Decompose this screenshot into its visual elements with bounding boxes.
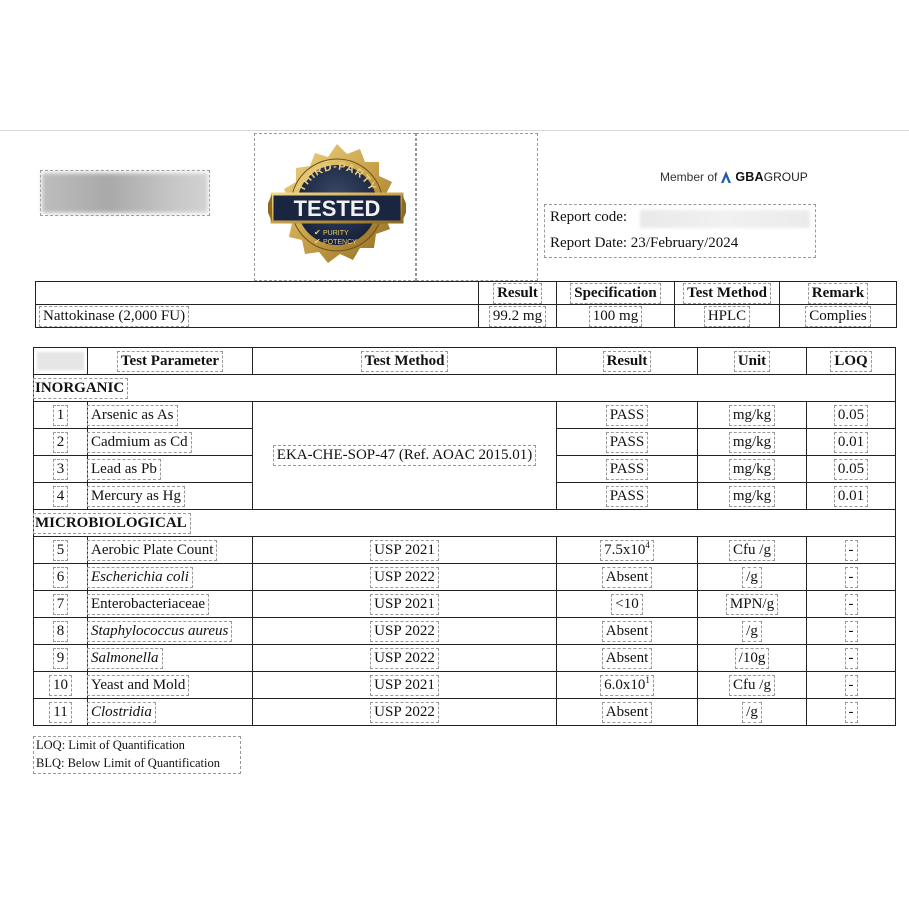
table-row (34, 618, 896, 645)
third-party-tested-badge (268, 142, 406, 272)
row-param: Clostridia (88, 703, 155, 722)
group-text: GROUP (763, 170, 808, 184)
row-loq: - (846, 568, 857, 587)
check-icon: ✔ (314, 228, 321, 237)
report-code-redacted (640, 210, 810, 228)
row-param: Lead as Pb (88, 460, 160, 479)
table-row (34, 699, 896, 726)
row-unit: mg/kg (730, 487, 774, 506)
row-no: 10 (50, 676, 71, 695)
row-method: USP 2021 (371, 676, 438, 695)
row-param: Salmonella (88, 649, 162, 668)
row-result: PASS (607, 433, 647, 452)
row-method: USP 2021 (371, 595, 438, 614)
row-unit: MPN/g (727, 595, 777, 614)
footnotes (33, 736, 241, 774)
row-method: USP 2022 (371, 568, 438, 587)
row-no: 1 (54, 406, 68, 425)
badge-main-text: TESTED (293, 196, 381, 221)
row-loq: 0.01 (835, 433, 867, 452)
row-param: Mercury as Hg (88, 487, 184, 506)
summary-header-row (36, 282, 897, 305)
row-no: 8 (54, 622, 68, 641)
table-row (34, 591, 896, 618)
col-specification: Specification (571, 284, 660, 303)
row-result: <10 (612, 595, 641, 614)
badge-top-text: THIRD-PARTY (295, 160, 379, 194)
note-loq: LOQ: Limit of Quantification (36, 738, 185, 752)
hdr-loq: LOQ (831, 352, 870, 371)
row-unit: /g (743, 703, 761, 722)
section-title-inorganic: INORGANIC (34, 379, 127, 398)
hdr-unit: Unit (735, 352, 769, 371)
check-icon: ✔ (314, 237, 321, 246)
summary-table (35, 281, 897, 328)
table-row (34, 537, 896, 564)
row-result: Absent (603, 622, 652, 641)
row-result: Absent (603, 568, 652, 587)
row-loq: - (846, 649, 857, 668)
col-test-method: Test Method (684, 284, 770, 303)
row-no: 7 (54, 595, 68, 614)
row-no: 9 (54, 649, 68, 668)
member-prefix: Member of (660, 170, 718, 184)
product-result: 99.2 mg (490, 307, 545, 326)
row-unit: /g (743, 622, 761, 641)
report-code-label: Report code: (550, 209, 628, 225)
badge-line2: POTENCY (323, 239, 357, 246)
row-no: 2 (54, 433, 68, 452)
section-inorganic (34, 375, 896, 402)
row-unit: /10g (736, 649, 769, 668)
badge-frame-right (416, 133, 538, 281)
hdr-result: Result (604, 352, 651, 371)
summary-row (36, 305, 897, 328)
row-unit: mg/kg (730, 406, 774, 425)
row-result: $7.5x10^4$ (601, 541, 653, 560)
product-method: HPLC (705, 307, 749, 326)
row-result: PASS (607, 487, 647, 506)
note-blq: BLQ: Below Limit of Quantification (36, 756, 220, 770)
product-spec: 100 mg (590, 307, 641, 326)
redacted-logo (42, 173, 208, 213)
gba-text: GBA (735, 170, 764, 184)
report-info-box (544, 204, 816, 258)
product-name: Nattokinase (2,000 FU) (40, 307, 188, 326)
hdr-test-parameter: Test Parameter (118, 352, 222, 371)
row-param: Escherichia coli (88, 568, 192, 587)
row-result: PASS (607, 460, 647, 479)
row-loq: - (846, 541, 857, 560)
row-method: USP 2022 (371, 622, 438, 641)
col-result: Result (494, 284, 541, 303)
row-no: 6 (54, 568, 68, 587)
section-microbiological (34, 510, 896, 537)
row-method: USP 2021 (371, 541, 438, 560)
row-unit: /g (743, 568, 761, 587)
row-method: USP 2022 (371, 649, 438, 668)
row-param: Yeast and Mold (88, 676, 188, 695)
row-loq: - (846, 595, 857, 614)
badge-line1: PURITY (323, 230, 349, 237)
row-unit: Cfu /g (730, 541, 774, 560)
row-param: Staphylococcus aureus (88, 622, 231, 641)
row-result: PASS (607, 406, 647, 425)
row-loq: - (846, 676, 857, 695)
hdr-test-method: Test Method (362, 352, 448, 371)
row-unit: mg/kg (730, 433, 774, 452)
row-result: Absent (603, 649, 652, 668)
row-no: 5 (54, 541, 68, 560)
top-divider (0, 130, 909, 131)
test-results-table (33, 347, 896, 726)
col-remark: Remark (809, 284, 868, 303)
member-of-gba-group (660, 170, 808, 184)
row-unit: mg/kg (730, 460, 774, 479)
row-no: 3 (54, 460, 68, 479)
section-title-micro: MICROBIOLOGICAL (34, 514, 190, 533)
main-header-row (34, 348, 896, 375)
row-result: $6.0x10^1$ (601, 676, 653, 695)
row-param: Cadmium as Cd (88, 433, 191, 452)
table-row (34, 672, 896, 699)
row-no: 11 (50, 703, 70, 722)
row-unit: Cfu /g (730, 676, 774, 695)
row-param: Aerobic Plate Count (88, 541, 216, 560)
redacted-header-cell (37, 352, 84, 370)
report-date: Report Date: 23/February/2024 (550, 235, 739, 251)
row-param: Arsenic as As (88, 406, 177, 425)
row-method: USP 2022 (371, 703, 438, 722)
table-row (34, 645, 896, 672)
gba-logo-icon (721, 171, 731, 183)
row-no: 4 (54, 487, 68, 506)
row-loq: 0.01 (835, 487, 867, 506)
table-row (34, 402, 896, 429)
table-row (34, 564, 896, 591)
row-param: Enterobacteriaceae (88, 595, 208, 614)
inorganic-method: EKA-CHE-SOP-47 (Ref. AOAC 2015.01) (274, 446, 535, 465)
product-remark: Complies (806, 307, 870, 326)
row-result: Absent (603, 703, 652, 722)
row-loq: 0.05 (835, 406, 867, 425)
row-loq: - (846, 703, 857, 722)
row-loq: - (846, 622, 857, 641)
row-loq: 0.05 (835, 460, 867, 479)
